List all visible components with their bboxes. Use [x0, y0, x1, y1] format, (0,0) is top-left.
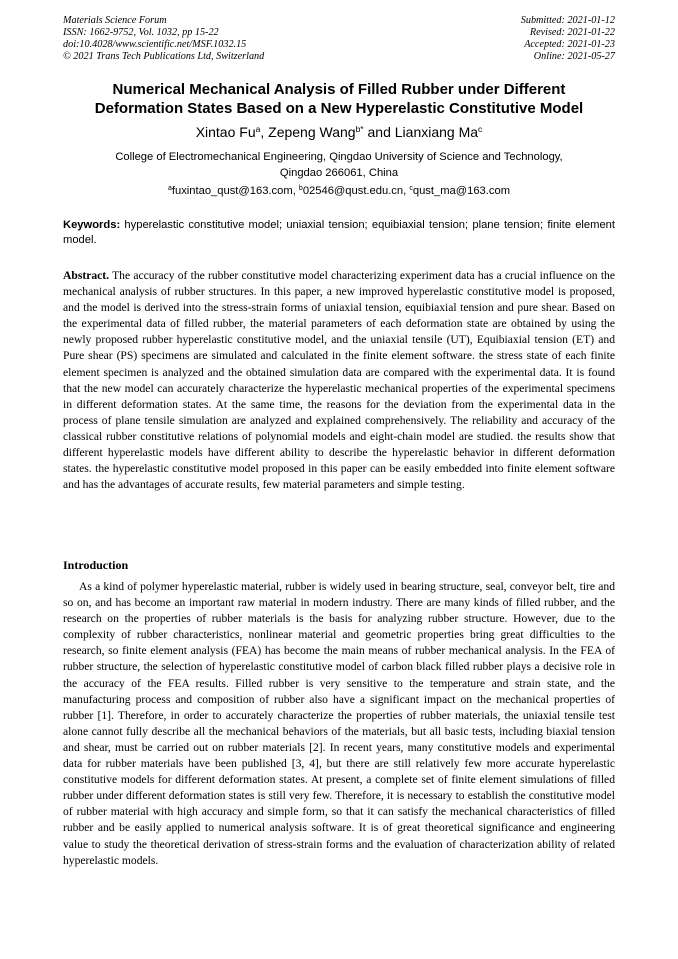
- email-mark: c: [409, 185, 413, 192]
- abstract-label: Abstract.: [63, 269, 110, 282]
- author-list: [60, 123, 618, 141]
- affiliation: [60, 149, 618, 181]
- keywords-label: Keywords:: [63, 219, 121, 231]
- date-submitted: Submitted: 2021-01-12: [520, 15, 615, 26]
- abstract-text: The accuracy of the rubber constitutive model characterizing experiment data has a crucial influence on the mechanical analysis of rubber structures. In this paper, a new improved hyperelastic constitutive model is proposed, and the model is derived into the stress-strain forms of uniaxial tension, equibiaxial tension and pure shear. Based on the experimental data of filled rubber, the material parameters of each deformation state are obtained by using the newly proposed rubber hyperelastic constitutive model, and the uniaxial tensile (UT), Equibiaxial tension (ET) and Pure shear (PS) specimens are simulated and calculated in the finite element software. the stress state of each finite element specimen is analyzed and the obtained simulation data are compared with the experimental data. It is found that the new model can accurately characterize the hyperelastic mechanical properties of the experimental specimens in different deformation states. At the same time, the reasons for the deviation from the experimental data in the process of plane tensile simulation are analyzed and explained comprehensively. The reliability and accuracy of the classical rubber constitutive relations of polynomial models and eight-chain model are studied. the results show that different hyperelastic models have different ability to describe the hyperelastic behavior in different deformation states. the hyperelastic constitutive model proposed in this paper can be easily embedded into finite element software and has the advantages of accurate results, few material parameters and simple testing.: [63, 269, 615, 492]
- author-affiliation-mark: c: [478, 124, 483, 134]
- publication-dates-header: [521, 15, 615, 63]
- affiliation-line: Qingdao 266061, China: [279, 167, 399, 179]
- author-name: Lianxiang Ma: [394, 124, 479, 140]
- date-online: Online: 2021-05-27: [533, 51, 615, 62]
- author-name: Xintao Fu: [195, 124, 256, 140]
- author-name: Zepeng Wang: [268, 124, 356, 140]
- author-separator: ,: [260, 124, 269, 140]
- journal-name: Materials Science Forum: [63, 15, 167, 26]
- journal-doi: doi:10.4028/www.scientific.net/MSF.1032.15: [63, 39, 247, 50]
- email-address[interactable]: qust_ma@163.com: [412, 185, 511, 197]
- date-revised: Revised: 2021-01-22: [529, 27, 615, 38]
- journal-info-header: [63, 15, 264, 63]
- date-accepted: Accepted: 2021-01-23: [524, 39, 615, 50]
- keywords-text: hyperelastic constitutive model; uniaxial tension; equibiaxial tension; plane tension; finite element model.: [63, 219, 615, 246]
- email-mark: b: [298, 185, 303, 192]
- title-line: Deformation States Based on a New Hyperelastic Constitutive Model: [94, 100, 584, 117]
- email-separator: ,: [292, 185, 299, 197]
- introduction-paragraph: As a kind of polymer hyperelastic material, rubber is widely used in bearing structure, seal, conveyor belt, tire and so on, and has become an important raw material in modern industry. There are many kinds of filled rubber, and the research on the properties of rubber materials is the basis for analyzing rubber structure. However, due to the complexity of rubber characteristics, nonlinear material and geometric properties bring great difficulties to the research, so finite element analysis (FEA) has become the main means of rubber mechanical analysis. In the FEA of rubber structure, the selection of hyperelastic constitutive model of carbon black filled rubber plays a decisive role in the accuracy of the FEA results. Filled rubber is very sensitive to the temperature and strain state, and the manufacturing process and composition of rubber also have a significant impact on the mechanical properties of rubber [1]. Therefore, in order to accurately characterize the properties of rubber materials, the uniaxial tensile test alone cannot fully describe all the mechanical behaviors of the materials, but all basic tests, including biaxial tension and shear, must be carried out on rubber materials [2]. In recent years, many constitutive models and experimental data for rubber materials have been published [3, 4], but there are still relatively few more accurate hyperelastic constitutive models for different deformation states. At present, a complete set of finite element simulations of filled rubber under different deformation states is still very few. Therefore, it is necessary to establish the constitutive model of rubber material with high accuracy and simple form, so that it can satisfy the mechanical characteristics of filled rubber and be easily applied to numerical analysis software. It is of great theoretical significance and engineering value to study the theoretical derivation of stress-strain forms and the evaluation of characterization ability of related hyperelastic models.: [63, 580, 615, 867]
- journal-copyright: © 2021 Trans Tech Publications Ltd, Switzerland: [63, 51, 265, 62]
- journal-issn: ISSN: 1662-9752, Vol. 1032, pp 15-22: [63, 27, 219, 38]
- email-address[interactable]: 02546@qust.edu.cn: [302, 185, 404, 197]
- author-emails: [60, 183, 618, 199]
- author-affiliation-mark: a: [255, 124, 261, 134]
- affiliation-line: College of Electromechanical Engineering, Qingdao University of Science and Technology,: [115, 151, 563, 163]
- author-affiliation-mark: b*: [355, 124, 364, 134]
- paper-title: [60, 80, 618, 118]
- email-separator: ,: [403, 185, 410, 197]
- abstract: [63, 268, 615, 493]
- title-line: Numerical Mechanical Analysis of Filled Rubber under Different: [112, 81, 566, 98]
- author-separator: and: [363, 124, 395, 140]
- email-mark: a: [167, 185, 172, 192]
- keywords: [63, 218, 615, 247]
- section-heading-introduction: Introduction: [63, 558, 129, 572]
- email-address[interactable]: fuxintao_qust@163.com: [171, 185, 293, 197]
